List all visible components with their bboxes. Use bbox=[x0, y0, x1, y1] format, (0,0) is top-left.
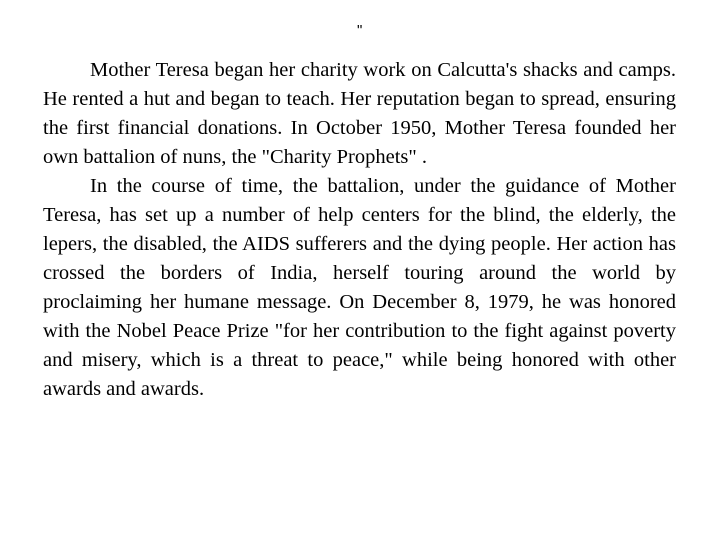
top-quote-mark: " bbox=[357, 22, 363, 39]
paragraph-1: Mother Teresa began her charity work on Calcutta's shacks and camps. He rented a hut and began to teach. Her reputation began to spread, ensuring the first financial donations. In October 1950, Mother Teresa founded her own battalion of nuns, the "Charity Prophets" . bbox=[43, 59, 676, 168]
body-text bbox=[43, 56, 676, 404]
paragraph-2: In the course of time, the battalion, under the guidance of Mother Teresa, has set up a number of help centers for the blind, the elderly, the lepers, the disabled, the AIDS sufferers and the dying people. Her action has crossed the borders of India, herself touring around the world by proclaiming her humane message. On December 8, 1979, he was honored with the Nobel Peace Prize "for her contribution to the fight against poverty and misery, which is a threat to peace," while being honored with other awards and awards. bbox=[43, 175, 676, 400]
